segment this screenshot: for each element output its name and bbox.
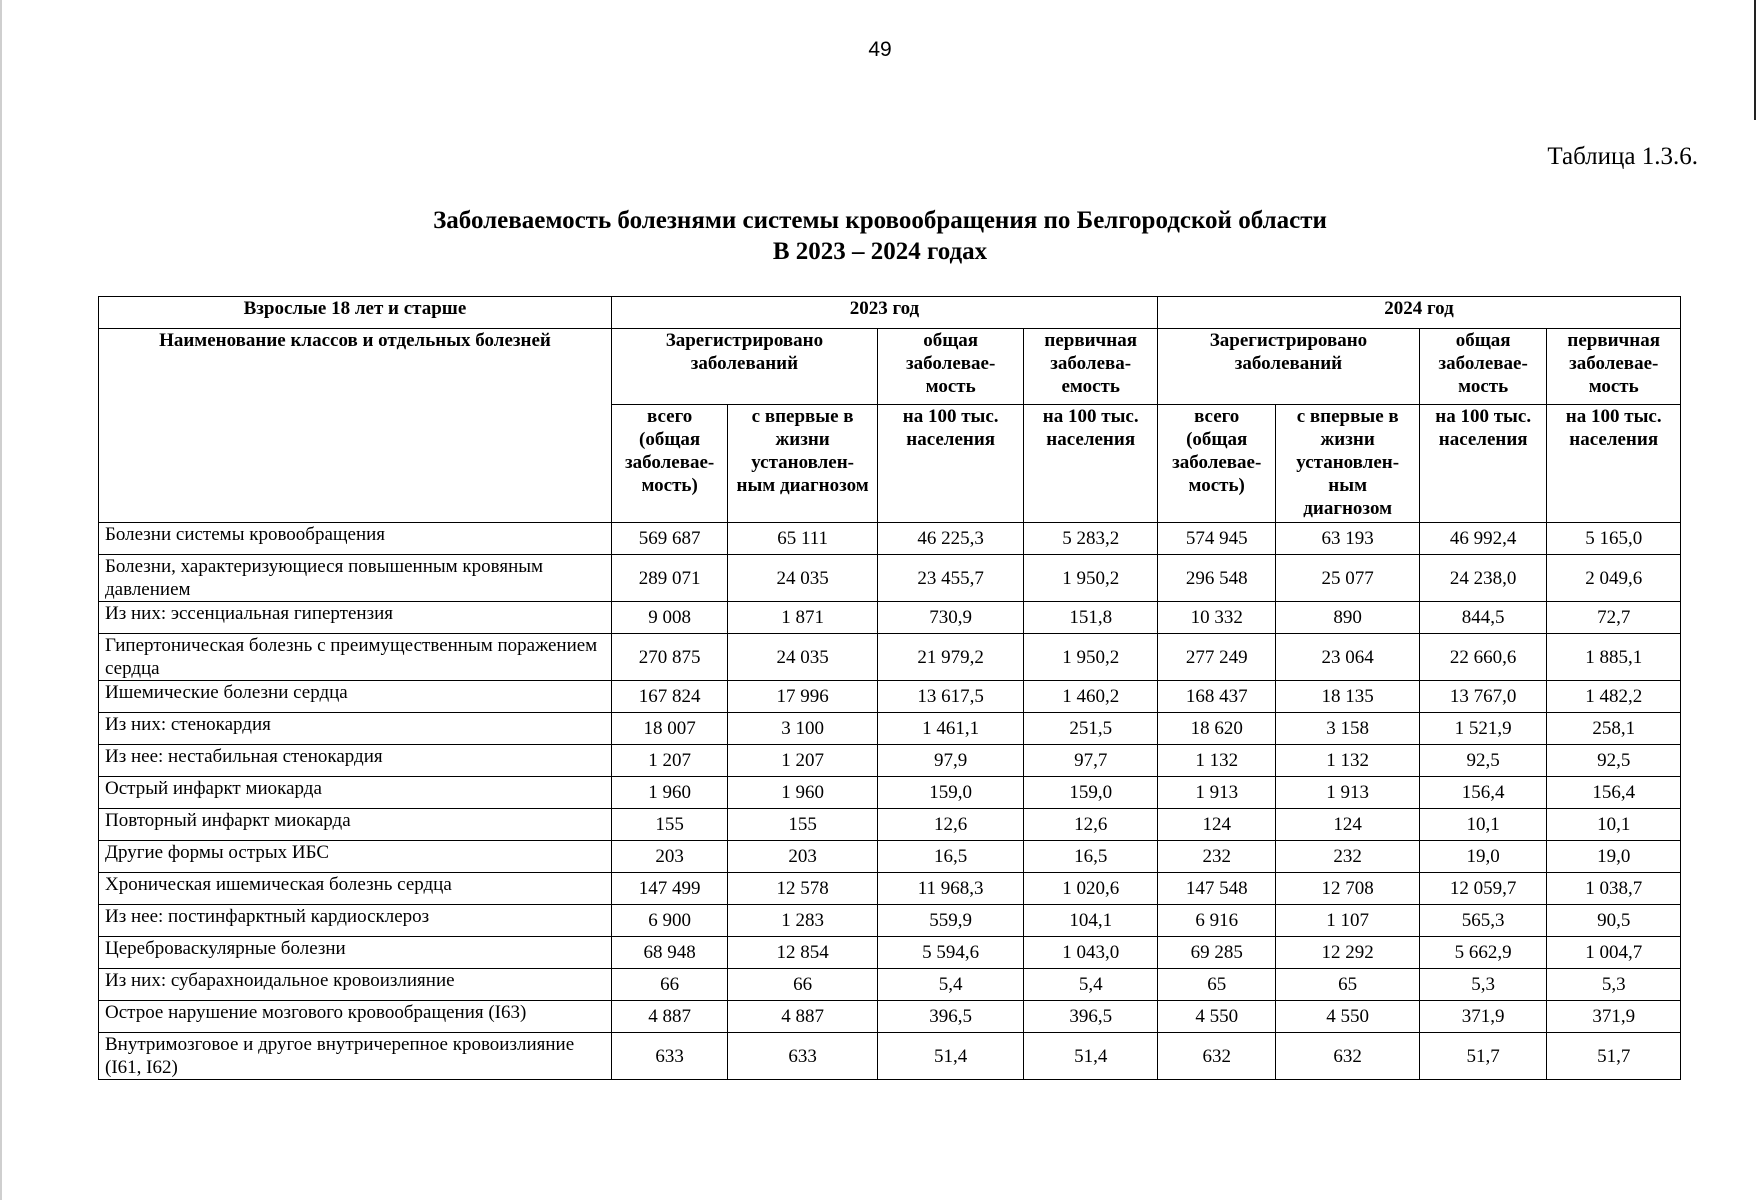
primary-morbidity-2024-header: первичная заболевае-мость xyxy=(1547,329,1681,405)
value-cell: 13 767,0 xyxy=(1419,681,1546,713)
value-cell: 5 662,9 xyxy=(1419,937,1546,969)
disease-name-cell: Из них: стенокардия xyxy=(99,713,612,745)
value-cell: 72,7 xyxy=(1547,602,1681,634)
value-cell: 730,9 xyxy=(877,602,1024,634)
value-cell: 1 038,7 xyxy=(1547,873,1681,905)
value-cell: 258,1 xyxy=(1547,713,1681,745)
value-cell: 1 913 xyxy=(1276,777,1420,809)
value-cell: 5,4 xyxy=(877,969,1024,1001)
table-row xyxy=(99,681,1681,713)
value-cell: 1 283 xyxy=(728,905,878,937)
table-row xyxy=(99,873,1681,905)
value-cell: 3 158 xyxy=(1276,713,1420,745)
disease-name-cell: Повторный инфаркт миокарда xyxy=(99,809,612,841)
value-cell: 51,7 xyxy=(1419,1033,1546,1080)
value-cell: 19,0 xyxy=(1547,841,1681,873)
value-cell: 159,0 xyxy=(877,777,1024,809)
value-cell: 65 111 xyxy=(728,523,878,555)
value-cell: 5 165,0 xyxy=(1547,523,1681,555)
general-per100k-2023-header: на 100 тыс. населения xyxy=(877,405,1024,523)
value-cell: 19,0 xyxy=(1419,841,1546,873)
value-cell: 1 020,6 xyxy=(1024,873,1158,905)
disease-name-header: Наименование классов и отдельных болезней xyxy=(99,329,612,523)
value-cell: 104,1 xyxy=(1024,905,1158,937)
value-cell: 65 xyxy=(1157,969,1275,1001)
value-cell: 97,7 xyxy=(1024,745,1158,777)
value-cell: 51,4 xyxy=(1024,1033,1158,1080)
value-cell: 1 461,1 xyxy=(877,713,1024,745)
table-body xyxy=(99,523,1681,1080)
primary-morbidity-2023-header: первичная заболева-емость xyxy=(1024,329,1158,405)
value-cell: 2 049,6 xyxy=(1547,555,1681,602)
value-cell: 10,1 xyxy=(1547,809,1681,841)
value-cell: 10 332 xyxy=(1157,602,1275,634)
table-row xyxy=(99,809,1681,841)
first-time-2024-header: с впервые в жизни установлен-ным диагнозом xyxy=(1276,405,1420,523)
disease-name-cell: Гипертоническая болезнь с преимущественным поражением сердца xyxy=(99,634,612,681)
value-cell: 277 249 xyxy=(1157,634,1275,681)
value-cell: 12,6 xyxy=(877,809,1024,841)
value-cell: 159,0 xyxy=(1024,777,1158,809)
value-cell: 270 875 xyxy=(611,634,727,681)
value-cell: 22 660,6 xyxy=(1419,634,1546,681)
value-cell: 66 xyxy=(611,969,727,1001)
value-cell: 24 035 xyxy=(728,555,878,602)
value-cell: 69 285 xyxy=(1157,937,1275,969)
value-cell: 156,4 xyxy=(1419,777,1546,809)
value-cell: 632 xyxy=(1157,1033,1275,1080)
value-cell: 21 979,2 xyxy=(877,634,1024,681)
value-cell: 3 100 xyxy=(728,713,878,745)
table-row xyxy=(99,713,1681,745)
value-cell: 23 455,7 xyxy=(877,555,1024,602)
primary-per100k-2023-header: на 100 тыс. населения xyxy=(1024,405,1158,523)
value-cell: 4 550 xyxy=(1157,1001,1275,1033)
value-cell: 12 708 xyxy=(1276,873,1420,905)
value-cell: 92,5 xyxy=(1547,745,1681,777)
value-cell: 124 xyxy=(1157,809,1275,841)
value-cell: 890 xyxy=(1276,602,1420,634)
value-cell: 23 064 xyxy=(1276,634,1420,681)
value-cell: 5 283,2 xyxy=(1024,523,1158,555)
disease-name-cell: Из них: субарахноидальное кровоизлияние xyxy=(99,969,612,1001)
disease-name-cell: Из нее: нестабильная стенокардия xyxy=(99,745,612,777)
year-2024-header: 2024 год xyxy=(1157,297,1680,329)
value-cell: 18 007 xyxy=(611,713,727,745)
value-cell: 1 960 xyxy=(611,777,727,809)
value-cell: 51,4 xyxy=(877,1033,1024,1080)
value-cell: 147 499 xyxy=(611,873,727,905)
page-title xyxy=(0,205,1760,267)
value-cell: 203 xyxy=(611,841,727,873)
value-cell: 296 548 xyxy=(1157,555,1275,602)
value-cell: 46 225,3 xyxy=(877,523,1024,555)
general-morbidity-2023-header: общая заболевае-мость xyxy=(877,329,1024,405)
disease-name-cell: Болезни системы кровообращения xyxy=(99,523,612,555)
value-cell: 5 594,6 xyxy=(877,937,1024,969)
value-cell: 10,1 xyxy=(1419,809,1546,841)
table-label: Таблица 1.3.6. xyxy=(1547,143,1698,170)
value-cell: 92,5 xyxy=(1419,745,1546,777)
value-cell: 1 004,7 xyxy=(1547,937,1681,969)
title-line-2: В 2023 – 2024 годах xyxy=(772,238,988,265)
registered-2023-header: Зарегистрировано заболеваний xyxy=(611,329,877,405)
value-cell: 12 059,7 xyxy=(1419,873,1546,905)
value-cell: 151,8 xyxy=(1024,602,1158,634)
total-2024-header: всего (общая заболевае-мость) xyxy=(1157,405,1275,523)
value-cell: 1 950,2 xyxy=(1024,555,1158,602)
value-cell: 25 077 xyxy=(1276,555,1420,602)
value-cell: 9 008 xyxy=(611,602,727,634)
disease-name-cell: Внутримозговое и другое внутричерепное кровоизлияние (I61, I62) xyxy=(99,1033,612,1080)
value-cell: 155 xyxy=(728,809,878,841)
table-row xyxy=(99,841,1681,873)
value-cell: 1 107 xyxy=(1276,905,1420,937)
value-cell: 1 885,1 xyxy=(1547,634,1681,681)
value-cell: 1 913 xyxy=(1157,777,1275,809)
value-cell: 90,5 xyxy=(1547,905,1681,937)
value-cell: 1 132 xyxy=(1157,745,1275,777)
table-row xyxy=(99,745,1681,777)
table-row xyxy=(99,969,1681,1001)
value-cell: 251,5 xyxy=(1024,713,1158,745)
value-cell: 559,9 xyxy=(877,905,1024,937)
adults-header: Взрослые 18 лет и старше xyxy=(99,297,612,329)
value-cell: 11 968,3 xyxy=(877,873,1024,905)
table-row xyxy=(99,1033,1681,1080)
value-cell: 1 482,2 xyxy=(1547,681,1681,713)
year-2023-header: 2023 год xyxy=(611,297,1157,329)
general-morbidity-2024-header: общая заболевае-мость xyxy=(1419,329,1546,405)
value-cell: 4 887 xyxy=(611,1001,727,1033)
value-cell: 6 900 xyxy=(611,905,727,937)
value-cell: 18 620 xyxy=(1157,713,1275,745)
value-cell: 156,4 xyxy=(1547,777,1681,809)
primary-per100k-2024-header: на 100 тыс. населения xyxy=(1547,405,1681,523)
disease-name-cell: Другие формы острых ИБС xyxy=(99,841,612,873)
disease-name-cell: Из нее: постинфарктный кардиосклероз xyxy=(99,905,612,937)
value-cell: 1 043,0 xyxy=(1024,937,1158,969)
value-cell: 565,3 xyxy=(1419,905,1546,937)
value-cell: 4 887 xyxy=(728,1001,878,1033)
value-cell: 1 960 xyxy=(728,777,878,809)
scan-edge xyxy=(0,0,2,1200)
value-cell: 232 xyxy=(1276,841,1420,873)
value-cell: 51,7 xyxy=(1547,1033,1681,1080)
value-cell: 24 035 xyxy=(728,634,878,681)
title-line-1: Заболеваемость болезнями системы кровообращения по Белгородской области xyxy=(433,207,1327,234)
value-cell: 1 207 xyxy=(728,745,878,777)
value-cell: 1 207 xyxy=(611,745,727,777)
disease-name-cell: Острый инфаркт миокарда xyxy=(99,777,612,809)
value-cell: 6 916 xyxy=(1157,905,1275,937)
table-row xyxy=(99,634,1681,681)
value-cell: 5,3 xyxy=(1419,969,1546,1001)
table-row xyxy=(99,905,1681,937)
value-cell: 4 550 xyxy=(1276,1001,1420,1033)
value-cell: 65 xyxy=(1276,969,1420,1001)
value-cell: 569 687 xyxy=(611,523,727,555)
disease-name-cell: Острое нарушение мозгового кровообращения (I63) xyxy=(99,1001,612,1033)
value-cell: 155 xyxy=(611,809,727,841)
value-cell: 1 460,2 xyxy=(1024,681,1158,713)
disease-name-cell: Болезни, характеризующиеся повышенным кровяным давлением xyxy=(99,555,612,602)
value-cell: 574 945 xyxy=(1157,523,1275,555)
value-cell: 12,6 xyxy=(1024,809,1158,841)
value-cell: 66 xyxy=(728,969,878,1001)
value-cell: 12 292 xyxy=(1276,937,1420,969)
morbidity-table xyxy=(98,296,1681,1080)
table-row xyxy=(99,937,1681,969)
value-cell: 396,5 xyxy=(877,1001,1024,1033)
value-cell: 633 xyxy=(611,1033,727,1080)
value-cell: 633 xyxy=(728,1033,878,1080)
registered-2024-header: Зарегистрировано заболеваний xyxy=(1157,329,1419,405)
disease-name-cell: Из них: эссенциальная гипертензия xyxy=(99,602,612,634)
value-cell: 5,3 xyxy=(1547,969,1681,1001)
value-cell: 1 950,2 xyxy=(1024,634,1158,681)
value-cell: 289 071 xyxy=(611,555,727,602)
value-cell: 844,5 xyxy=(1419,602,1546,634)
value-cell: 371,9 xyxy=(1547,1001,1681,1033)
value-cell: 167 824 xyxy=(611,681,727,713)
value-cell: 16,5 xyxy=(1024,841,1158,873)
value-cell: 168 437 xyxy=(1157,681,1275,713)
value-cell: 124 xyxy=(1276,809,1420,841)
value-cell: 203 xyxy=(728,841,878,873)
value-cell: 24 238,0 xyxy=(1419,555,1546,602)
value-cell: 1 871 xyxy=(728,602,878,634)
table-row xyxy=(99,602,1681,634)
value-cell: 16,5 xyxy=(877,841,1024,873)
value-cell: 396,5 xyxy=(1024,1001,1158,1033)
value-cell: 63 193 xyxy=(1276,523,1420,555)
disease-name-cell: Цереброваскулярные болезни xyxy=(99,937,612,969)
value-cell: 18 135 xyxy=(1276,681,1420,713)
general-per100k-2024-header: на 100 тыс. населения xyxy=(1419,405,1546,523)
value-cell: 371,9 xyxy=(1419,1001,1546,1033)
value-cell: 12 578 xyxy=(728,873,878,905)
value-cell: 632 xyxy=(1276,1033,1420,1080)
value-cell: 1 132 xyxy=(1276,745,1420,777)
disease-name-cell: Хроническая ишемическая болезнь сердца xyxy=(99,873,612,905)
value-cell: 232 xyxy=(1157,841,1275,873)
table-row xyxy=(99,523,1681,555)
value-cell: 68 948 xyxy=(611,937,727,969)
value-cell: 147 548 xyxy=(1157,873,1275,905)
value-cell: 1 521,9 xyxy=(1419,713,1546,745)
page-number: 49 xyxy=(868,38,892,61)
total-2023-header: всего (общая заболевае-мость) xyxy=(611,405,727,523)
table-row xyxy=(99,555,1681,602)
disease-name-cell: Ишемические болезни сердца xyxy=(99,681,612,713)
table-row xyxy=(99,777,1681,809)
first-time-2023-header: с впервые в жизни установлен-ным диагнозом xyxy=(728,405,878,523)
value-cell: 12 854 xyxy=(728,937,878,969)
value-cell: 5,4 xyxy=(1024,969,1158,1001)
table-row xyxy=(99,1001,1681,1033)
value-cell: 46 992,4 xyxy=(1419,523,1546,555)
value-cell: 97,9 xyxy=(877,745,1024,777)
value-cell: 17 996 xyxy=(728,681,878,713)
value-cell: 13 617,5 xyxy=(877,681,1024,713)
